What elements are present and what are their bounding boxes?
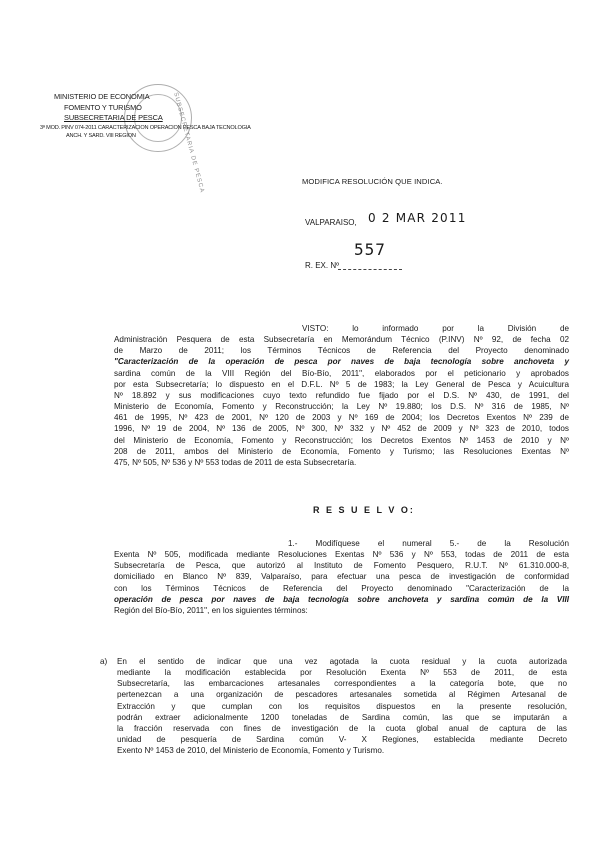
- paragraph-line: Exento Nº 1453 de 2010, del Ministerio de Economía, Fomento y Turismo.: [117, 746, 385, 756]
- paragraph-line: Región del Bío-Bío, 2011", en los siguientes términos:: [114, 605, 308, 615]
- paragraph-line: Administración Pesquera de esta Subsecretaría en Memorándum Técnico (P.INV) Nº 92, de fecha 02: [114, 335, 569, 345]
- paragraph-line: de Marzo de 2011; los Términos Técnicos de Referencia del Proyecto denominado: [114, 346, 569, 356]
- paragraph-line: la fracción reservada con fines de investigación de la cuota global anual de captura de las: [117, 723, 567, 733]
- paragraph-line: VISTO: lo informado por la División de: [302, 324, 569, 333]
- paragraph-line: mediante la modificación establecida por Resolución Exenta Nº 553 de 2011, de esta: [117, 668, 567, 678]
- item-a-label: a): [100, 657, 108, 666]
- resolution-number: 557: [354, 240, 386, 259]
- resuelvo-heading: R E S U E L V O:: [313, 505, 415, 515]
- paragraph-line: pertenezcan a una organización de pescadores artesanales sometida al Régimen Artesanal de: [117, 690, 567, 700]
- paragraph-line: domiciliado en Blanco Nº 839, Valparaíso, para efectuar una pesca de investigación de conformidad: [114, 572, 569, 582]
- paragraph-line: Exenta Nº 505, modificada mediante Resoluciones Exentas Nº 536 y Nº 553, todas de 2011 de esta: [114, 550, 569, 560]
- letterhead-subsecretaria: SUBSECRETARIA DE PESCA: [64, 113, 163, 123]
- letterhead: [40, 92, 251, 140]
- paragraph-line: unidad de pesquería de Sardina común V- X Regiones, establecida mediante Decreto: [117, 735, 567, 745]
- date-stamp: 0 2 MAR 2011: [368, 211, 467, 225]
- resolution-label: R. EX. Nº: [305, 261, 340, 270]
- paragraph-line: Nº 18.892 y sus modificaciones cuyo texto refundido fue fijado por el D.S. Nº 430, de 1991, del: [114, 390, 569, 400]
- item-a-paragraph: [100, 656, 567, 756]
- letterhead-reference-2: ANCH. Y SARD. VIII REGION: [66, 133, 136, 140]
- paragraph-line: Extracción y que cumplan con los requisitos dispuestos en la presente resolución,: [117, 701, 567, 711]
- paragraph-line: por esta Subsecretaría; lo dispuesto en el D.F.L. Nº 5 de 1983; la Ley General de Pesca y Acuicultura: [114, 379, 569, 389]
- paragraph-line: 475, Nº 505, Nº 536 y Nº 553 todas de 2011 de esta Subsecretaría.: [114, 457, 357, 467]
- letterhead-ministry: MINISTERIO DE ECONOMIA: [54, 92, 150, 101]
- paragraph-line: "Caracterización de la operación de pesca por naves de baja tecnología sobre anchoveta y: [114, 357, 569, 367]
- paragraph-line: 208 de 2011, ambos del Ministerio de Economía, Fomento y Turismo; las Resoluciones Exentas Nº: [114, 446, 569, 456]
- paragraph-line: podrán extraer adicionalmente 1200 toneladas de Sardina común, las que se imputarán a: [117, 712, 567, 722]
- paragraph-line: sardina común de la VIII Región del Bío-Bío, 2011", elaborados por el peticionario y aprobados: [114, 368, 569, 378]
- paragraph-line: 461 de 1995, Nº 423 de 2001, Nº 120 de 2003 y Nº 169 de 2004; los Decretos Exentos Nº 239 de: [114, 413, 569, 423]
- letterhead-reference: 3ª MOD. PINV 074-2011 CARACTERIZACION OPERACION PESCA BAJA TECNOLOGIA: [40, 125, 251, 132]
- paragraph-line: con los Términos Técnicos de Referencia del Proyecto denominado "Caracterización de la: [114, 583, 569, 593]
- document-subject: MODIFICA RESOLUCIÓN QUE INDICA.: [302, 177, 443, 186]
- paragraph-line: 1996, Nº 19 de 2004, Nº 136 de 2005, Nº 300, Nº 332 y Nº 452 de 2009 y Nº 323 de 2010, todos: [114, 424, 569, 434]
- paragraph-line: 1.- Modifíquese el numeral 5.- de la Resolución: [288, 539, 569, 548]
- paragraph-line: Subsecretaría de Pesca, que autorizó al Instituto de Fomento Pesquero, R.U.T. Nº 61.310.000-8,: [114, 561, 569, 571]
- paragraph-line: Subsecretaría, las embarcaciones artesanales correspondientes a la categoría bote, que no: [117, 679, 567, 689]
- paragraph-line: En el sentido de indicar que una vez agotada la cuota residual y la cuota autorizada: [117, 657, 567, 666]
- letterhead-fomento: FOMENTO Y TURISMO: [64, 102, 142, 112]
- article-1-paragraph: [114, 538, 569, 616]
- paragraph-line: operación de pesca por naves de baja tecnología sobre anchoveta y sardina común de la VIII: [114, 594, 569, 604]
- visto-paragraph: [114, 323, 569, 468]
- paragraph-line: Ministerio de Economía, Fomento y Reconstrucción; la Ley Nº 19.880; los D.S. Nº 316 de 1985, Nº: [114, 402, 569, 412]
- place-label: VALPARAISO,: [305, 218, 357, 227]
- stamp-text: SUBSECRETARIA DE PESCA: [172, 92, 205, 194]
- resolution-number-line: [338, 269, 402, 270]
- paragraph-line: del Ministerio de Economía, Fomento y Reconstrucción; los Decretos Exentos Nº 1453 de 2010 y Nº: [114, 435, 569, 445]
